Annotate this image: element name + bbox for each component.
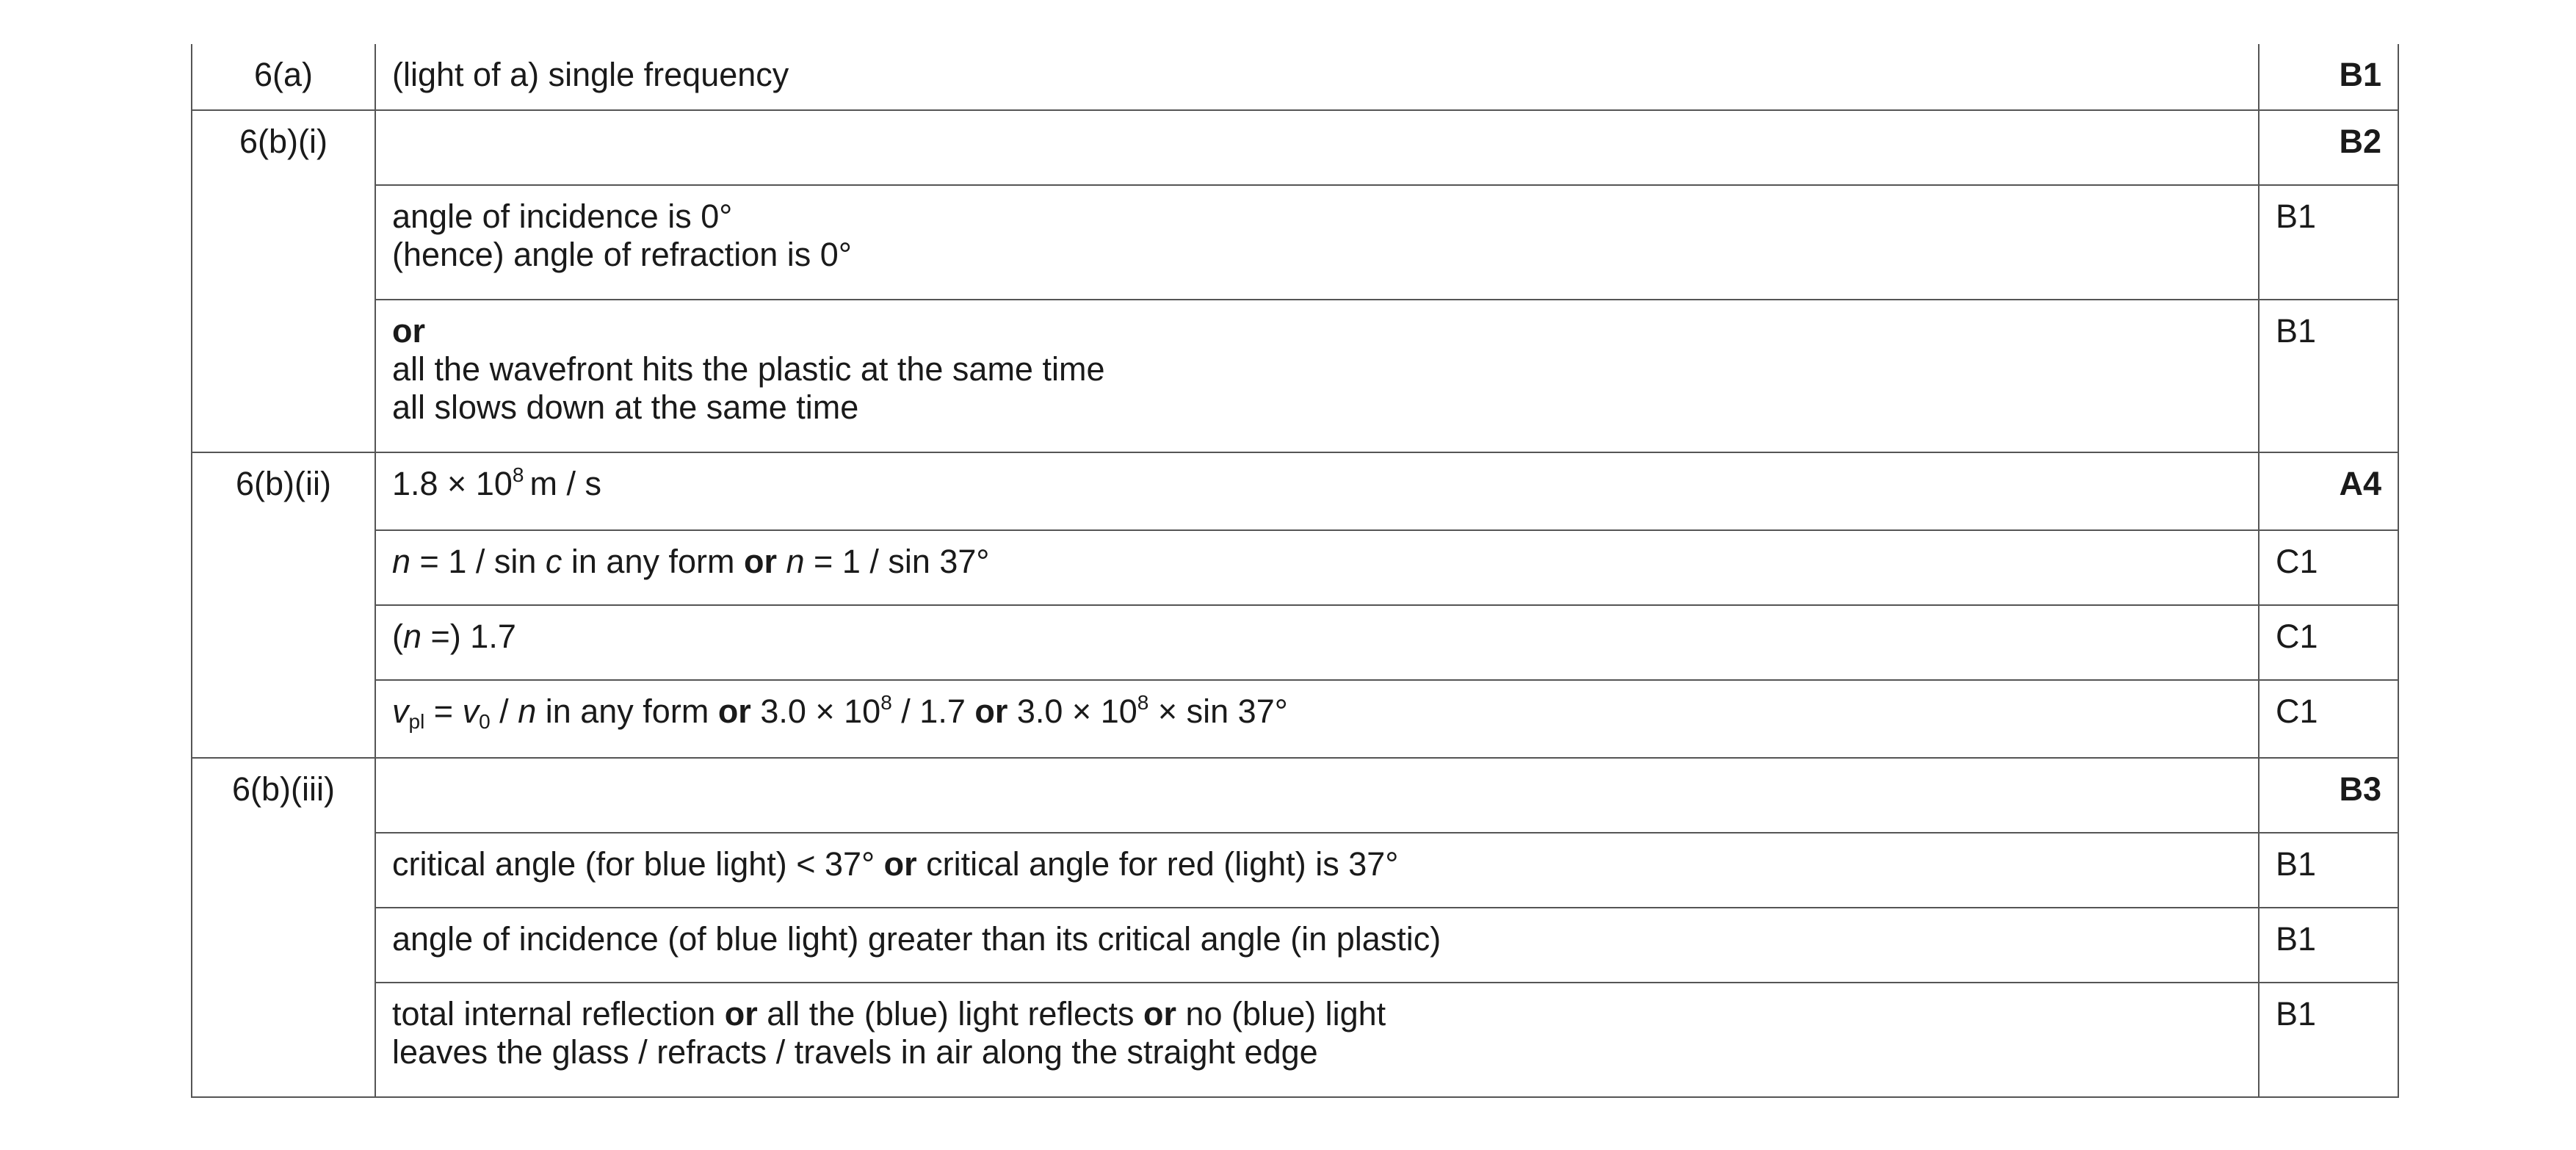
table-row <box>192 300 2398 452</box>
mark: B1 <box>2259 185 2398 300</box>
answer-line: (hence) angle of refraction is 0° <box>392 236 852 273</box>
mark: B1 <box>2259 983 2398 1097</box>
table-row <box>192 983 2398 1097</box>
or-keyword: or <box>743 543 777 580</box>
text-run: in any form <box>562 543 744 580</box>
answer-cell-empty <box>375 110 2259 185</box>
variable-n: n <box>518 692 537 730</box>
answer-line <box>392 995 2242 1033</box>
answer-cell-empty <box>375 758 2259 833</box>
or-keyword: or <box>392 312 425 350</box>
table-row <box>192 44 2398 110</box>
or-keyword: or <box>974 692 1008 730</box>
answer-cell: (light of a) single frequency <box>375 44 2259 110</box>
table-row <box>192 530 2398 605</box>
text-run: = <box>424 692 463 730</box>
text-run: ( <box>392 618 403 655</box>
or-keyword: or <box>717 692 751 730</box>
answer-cell <box>375 452 2259 530</box>
variable-c: c <box>545 543 562 580</box>
answer-cell <box>375 680 2259 758</box>
text-run: 3.0 × 10 <box>750 692 881 730</box>
mark: C1 <box>2259 605 2398 680</box>
subscript: 0 <box>479 710 491 733</box>
or-keyword: or <box>1143 995 1176 1033</box>
answer-cell <box>375 983 2259 1097</box>
answer-cell <box>375 605 2259 680</box>
answer-unit: m / s <box>529 465 601 502</box>
variable-n: n <box>403 618 422 655</box>
marks-total: B3 <box>2259 758 2398 833</box>
answer-cell <box>375 300 2259 452</box>
table-row <box>192 833 2398 908</box>
table-row <box>192 908 2398 983</box>
text-run: 3.0 × 10 <box>1007 692 1137 730</box>
exponent: 8 <box>512 463 524 486</box>
answer-line: all the wavefront hits the plastic at the same time <box>392 350 1105 388</box>
text-run: critical angle (for blue light) < 37° <box>392 845 884 883</box>
marks-total: A4 <box>2259 452 2398 530</box>
question-number: 6(b)(i) <box>192 110 375 452</box>
subscript: pl <box>408 710 425 733</box>
or-keyword: or <box>724 995 758 1033</box>
table-row <box>192 452 2398 530</box>
text-run: in any form <box>536 692 718 730</box>
question-number: 6(b)(ii) <box>192 452 375 758</box>
variable-v: v <box>392 692 409 730</box>
answer-cell: angle of incidence (of blue light) greater than its critical angle (in plastic) <box>375 908 2259 983</box>
text-run: = 1 / sin <box>410 543 546 580</box>
mark: B1 <box>2259 908 2398 983</box>
mark: B1 <box>2259 300 2398 452</box>
answer-line: all slows down at the same time <box>392 388 859 426</box>
text-run: = 1 / sin 37° <box>804 543 990 580</box>
table-row <box>192 110 2398 185</box>
answer-cell <box>375 833 2259 908</box>
text-run: =) 1.7 <box>422 618 516 655</box>
text-run: / 1.7 <box>891 692 975 730</box>
answer-line: angle of incidence is 0° <box>392 198 733 235</box>
table-row <box>192 185 2398 300</box>
marks-total: B1 <box>2259 44 2398 110</box>
text-run: critical angle for red (light) is 37° <box>916 845 1399 883</box>
answer-cell <box>375 530 2259 605</box>
question-number: 6(b)(iii) <box>192 758 375 1097</box>
exponent: 8 <box>880 691 892 714</box>
mark: C1 <box>2259 680 2398 758</box>
text-run: total internal reflection <box>392 995 725 1033</box>
mark: C1 <box>2259 530 2398 605</box>
variable-n: n <box>392 543 411 580</box>
text-run: all the (blue) light reflects <box>757 995 1143 1033</box>
variable-n: n <box>786 543 805 580</box>
text-run: no (blue) light <box>1176 995 1386 1033</box>
text-run: / <box>490 692 518 730</box>
or-keyword: or <box>883 845 917 883</box>
exponent: 8 <box>1137 691 1149 714</box>
mark: B1 <box>2259 833 2398 908</box>
answer-value: 1.8 × 10 <box>392 465 513 502</box>
variable-v: v <box>462 692 480 730</box>
table-row <box>192 758 2398 833</box>
answer-cell <box>375 185 2259 300</box>
text-run: × sin 37° <box>1148 692 1288 730</box>
mark-scheme-table <box>191 44 2399 1098</box>
table-row <box>192 605 2398 680</box>
answer-line: leaves the glass / refracts / travels in air along the straight edge <box>392 1033 1318 1071</box>
question-number: 6(a) <box>192 44 375 110</box>
table-row <box>192 680 2398 758</box>
marks-total: B2 <box>2259 110 2398 185</box>
